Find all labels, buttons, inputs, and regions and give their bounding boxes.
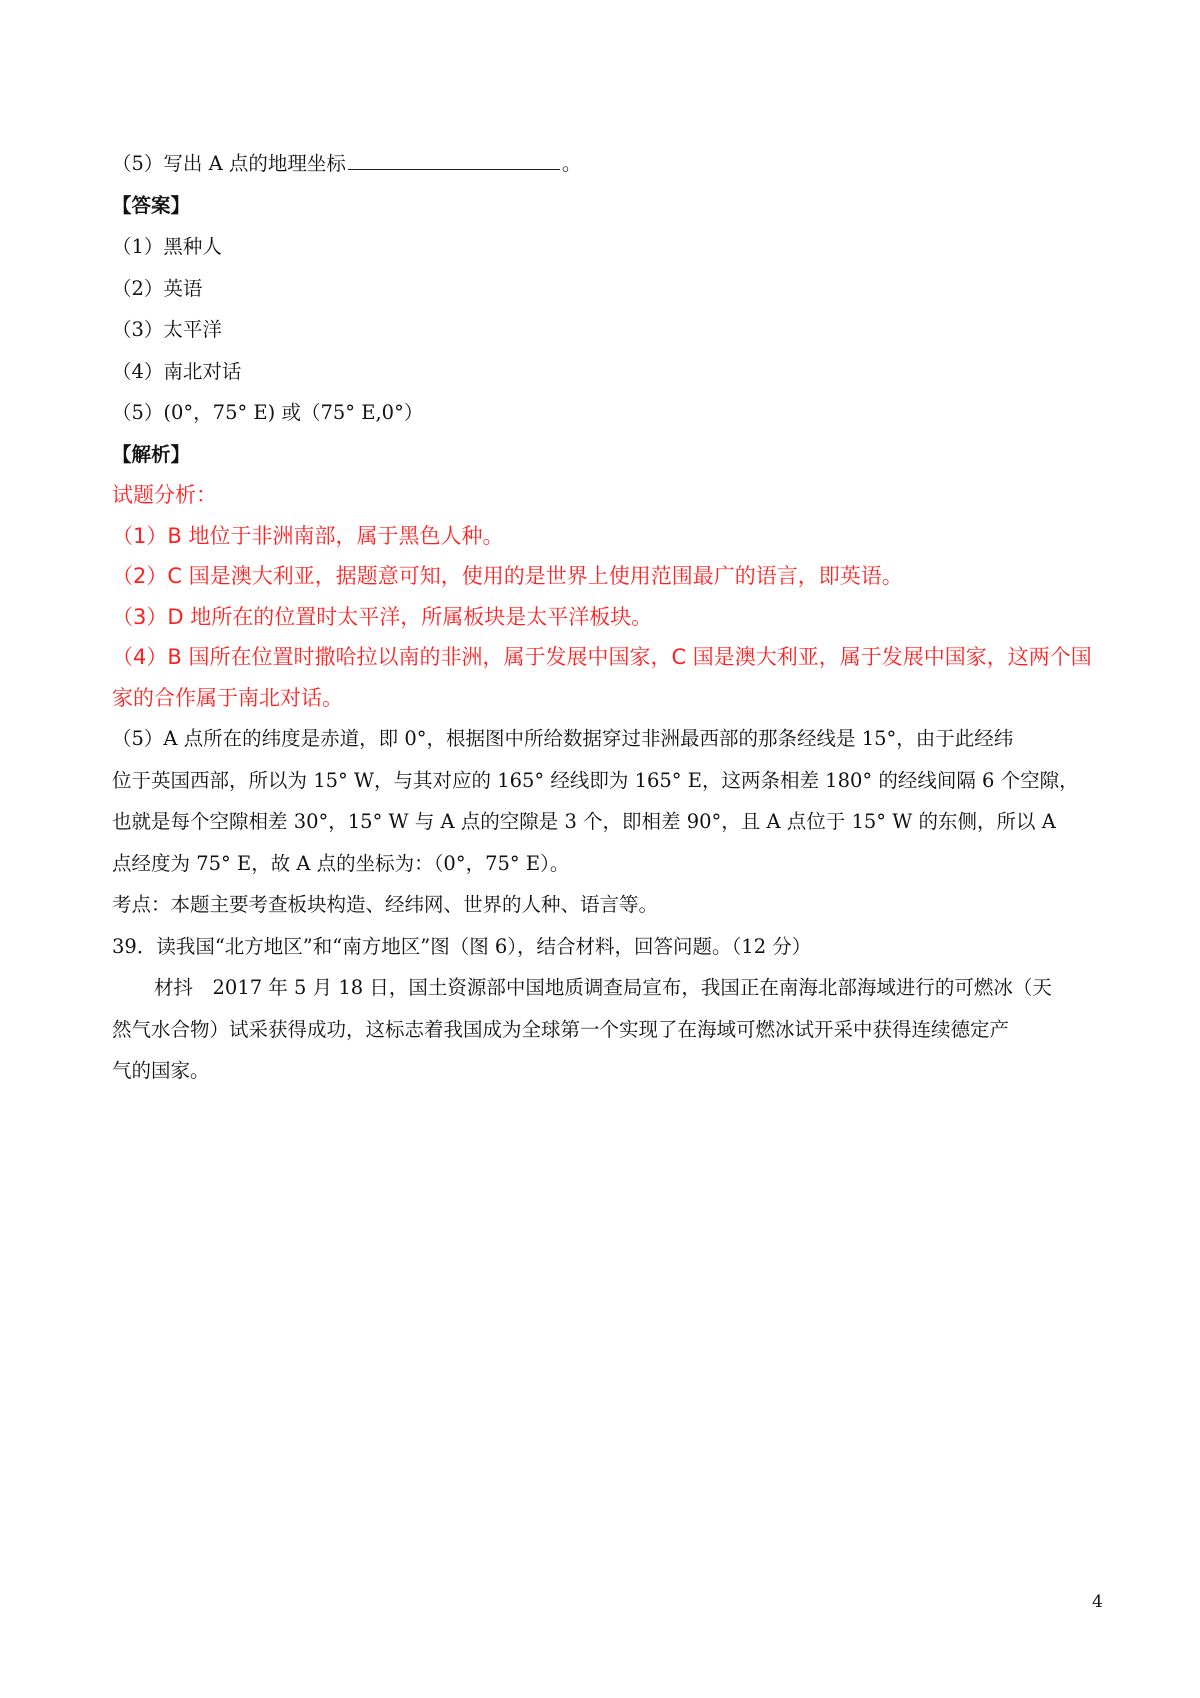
analysis-line: 家的合作属于南北对话。 [112,685,343,710]
question-5 [112,143,1102,185]
question-5-prompt: （5）写出 A 点的地理坐标 [112,152,346,175]
analysis-line: （3）D 地所在的位置时太平洋，所属板块是太平洋板块。 [112,604,653,629]
analysis-line: 试题分析： [112,483,217,507]
answer-blank [348,151,560,170]
answer-item: （5）(0°，75° E) 或（75° E,0°） [112,401,424,424]
answer-item: （3）太平洋 [112,318,222,341]
analysis-q5-line: 位于英国西部，所以为 15° W，与其对应的 165° 经线即为 165° E，这两条相差 180° 的经线间隔 6 个空隙， [112,768,1079,792]
page-number: 4 [1092,1592,1103,1612]
analysis-q5-line: 也就是每个空隙相差 30°，15° W 与 A 点的空隙是 3 个，即相差 90°，且 A 点位于 15° W 的东侧，所以 A [112,810,1056,833]
page-content [112,143,1102,1092]
answer-item: （4）南北对话 [112,359,242,383]
material-line: 气的国家。 [112,1059,210,1082]
analysis-heading: 【解析】 [112,442,191,466]
answer-item: （1）黑种人 [112,235,222,258]
analysis-q5-line: 点经度为 75° E，故 A 点的坐标为：（0°，75° E）。 [112,851,570,875]
analysis-line: （2）C 国是澳大利亚，据题意可知，使用的是世界上使用范围最广的语言，即英语。 [112,564,903,588]
analysis-line: （1）B 地位于非洲南部，属于黑色人种。 [112,523,504,548]
material-line: 然气水合物）试采获得成功，这标志着我国成为全球第一个实现了在海域可燃冰试开采中获得连续德定产 [112,1017,1010,1041]
analysis-line: （4）B 国所在位置时撒哈拉以南的非洲，属于发展中国家，C 国是澳大利亚，属于发展中国家，这两个国 [112,645,1092,669]
exam-point: 考点：本题主要考查板块构造、经纬网、世界的人种、语言等。 [112,893,659,916]
answer-heading: 【答案】 [112,193,191,217]
answer-item: （2）英语 [112,276,203,300]
question-39: 39．读我国“北方地区”和“南方地区”图（图 6），结合材料，回答问题。（12 分） [112,934,812,958]
question-5-end: 。 [561,152,582,175]
material-line: 材抖 2017 年 5 月 18 日，国土资源部中国地质调查局宣布，我国正在南海北部海域进行的可燃冰（天 [154,976,1052,999]
analysis-q5-line: （5）A 点所在的纬度是赤道，即 0°，根据图中所给数据穿过非洲最西部的那条经线是 15°，由于此经纬 [112,727,1014,750]
